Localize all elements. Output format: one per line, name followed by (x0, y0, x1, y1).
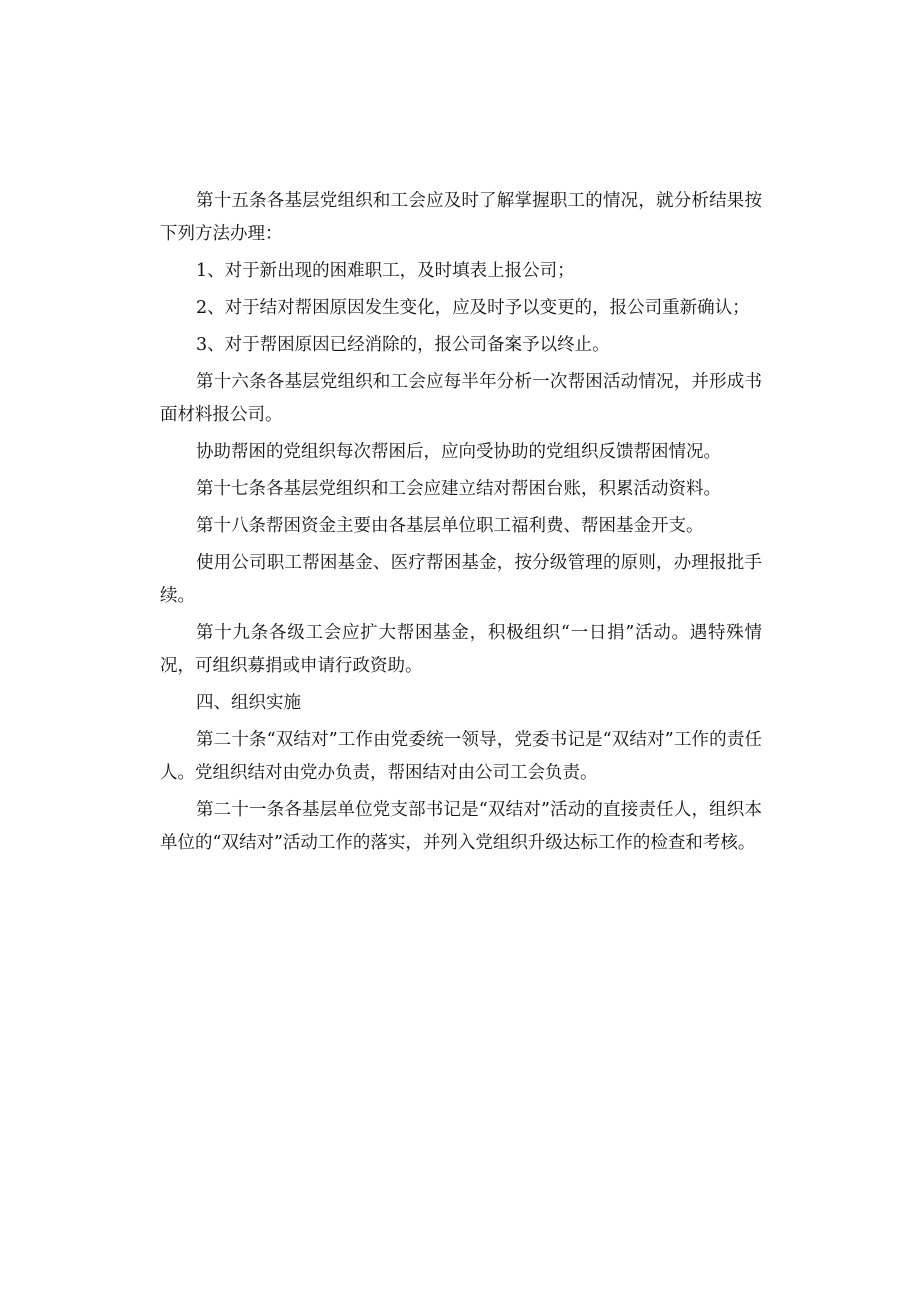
document-body (160, 185, 762, 864)
paragraph-item-2: 2、对于结对帮困原因发生变化，应及时予以变更的，报公司重新确认； (196, 298, 750, 318)
paragraph-fund-usage: 使用公司职工帮困基金、医疗帮困基金，按分级管理的原则，办理报批手续。 (160, 553, 762, 606)
paragraph-item-1: 1、对于新出现的困难职工，及时填表上报公司； (196, 261, 575, 281)
paragraph-article-20: 第二十条“双结对”工作由党委统一领导，党委书记是“双结对”工作的责任人。党组织结对由党办负责，帮困结对由公司工会负责。 (160, 730, 762, 783)
paragraph-item-3: 3、对于帮困原因已经消除的，报公司备案予以终止。 (196, 335, 610, 355)
paragraph-article-21: 第二十一条各基层单位党支部书记是“双结对”活动的直接责任人，组织本单位的“双结对”活动工作的落实，并列入党组织升级达标工作的检查和考核。 (160, 800, 762, 853)
paragraph-article-19: 第十九条各级工会应扩大帮困基金，积极组织“一日捐”活动。遇特殊情况，可组织募捐或申请行政资助。 (160, 623, 762, 676)
section-heading-organization: 四、组织实施 (196, 693, 301, 713)
paragraph-assist-feedback: 协助帮困的党组织每次帮困后，应向受协助的党组织反馈帮困情况。 (196, 442, 721, 462)
paragraph-article-15: 第十五条各基层党组织和工会应及时了解掌握职工的情况，就分析结果按下列方法办理： (160, 191, 762, 244)
paragraph-article-18: 第十八条帮困资金主要由各基层单位职工福利费、帮困基金开支。 (196, 516, 704, 536)
paragraph-article-17: 第十七条各基层党组织和工会应建立结对帮困台账，积累活动资料。 (196, 479, 721, 499)
paragraph-article-16: 第十六条各基层党组织和工会应每半年分析一次帮困活动情况，并形成书面材料报公司。 (160, 372, 762, 425)
